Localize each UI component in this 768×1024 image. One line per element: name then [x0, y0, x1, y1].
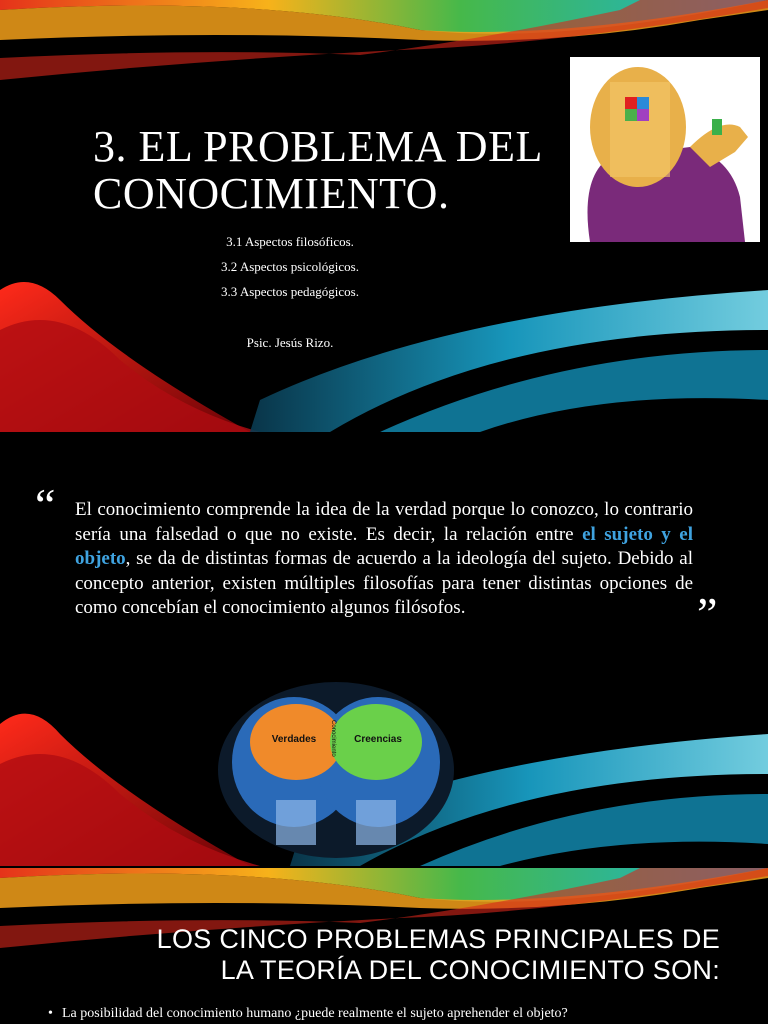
open-quote-mark: “: [35, 479, 56, 530]
author: Psic. Jesús Rizo.: [246, 335, 334, 350]
quote-text: [75, 498, 693, 621]
subtopic-3: 3.3 Aspectos pedagógicos.: [221, 284, 359, 299]
slide-3-title-line-1: LOS CINCO PROBLEMAS PRINCIPALES DE: [156, 924, 720, 954]
brain-label-verdades: Verdades: [271, 734, 317, 745]
quote-highlight: el sujeto y el objeto: [75, 523, 693, 569]
quote-text-before: El conocimiento comprende la idea de la verdad porque lo conozco, lo contrario sería una falsedad o que no existe. Es decir, la relación entre: [75, 499, 693, 545]
subtopic-1: 3.1 Aspectos filosóficos.: [226, 234, 354, 249]
brain-label-creencias: Creencias: [354, 734, 402, 745]
slide-1: [0, 0, 768, 432]
close-quote-mark: ”: [697, 588, 718, 639]
quote-text-after: , se da de distintas formas de acuerdo a la ideología del sujeto. Debido al concepto anterior, existen múltiples filosofías para tener distintas opciones de como concebían el conocimiento algunos filósofos.: [75, 548, 693, 618]
slide-3-title: [120, 924, 720, 986]
brain-diagram-image: [216, 680, 456, 860]
subtopic-2: 3.2 Aspectos psicológicos.: [221, 259, 359, 274]
slide-3-title-line-2: LA TEORÍA DEL CONOCIMIENTO SON:: [220, 955, 720, 985]
puzzle-head-image: [570, 57, 760, 242]
bullet-dot-icon: •: [48, 1006, 53, 1021]
brain-label-conocimiento: Conocimiento: [330, 720, 336, 757]
slide-title: [93, 123, 593, 217]
list-item: [48, 1006, 768, 1022]
slide-title-line-2: CONOCIMIENTO.: [93, 169, 450, 218]
list-item-text: La posibilidad del conocimiento humano ¿puede realmente el sujeto aprehender el objeto?: [62, 1006, 568, 1021]
slide-title-line-1: 3. EL PROBLEMA DEL: [93, 122, 543, 171]
